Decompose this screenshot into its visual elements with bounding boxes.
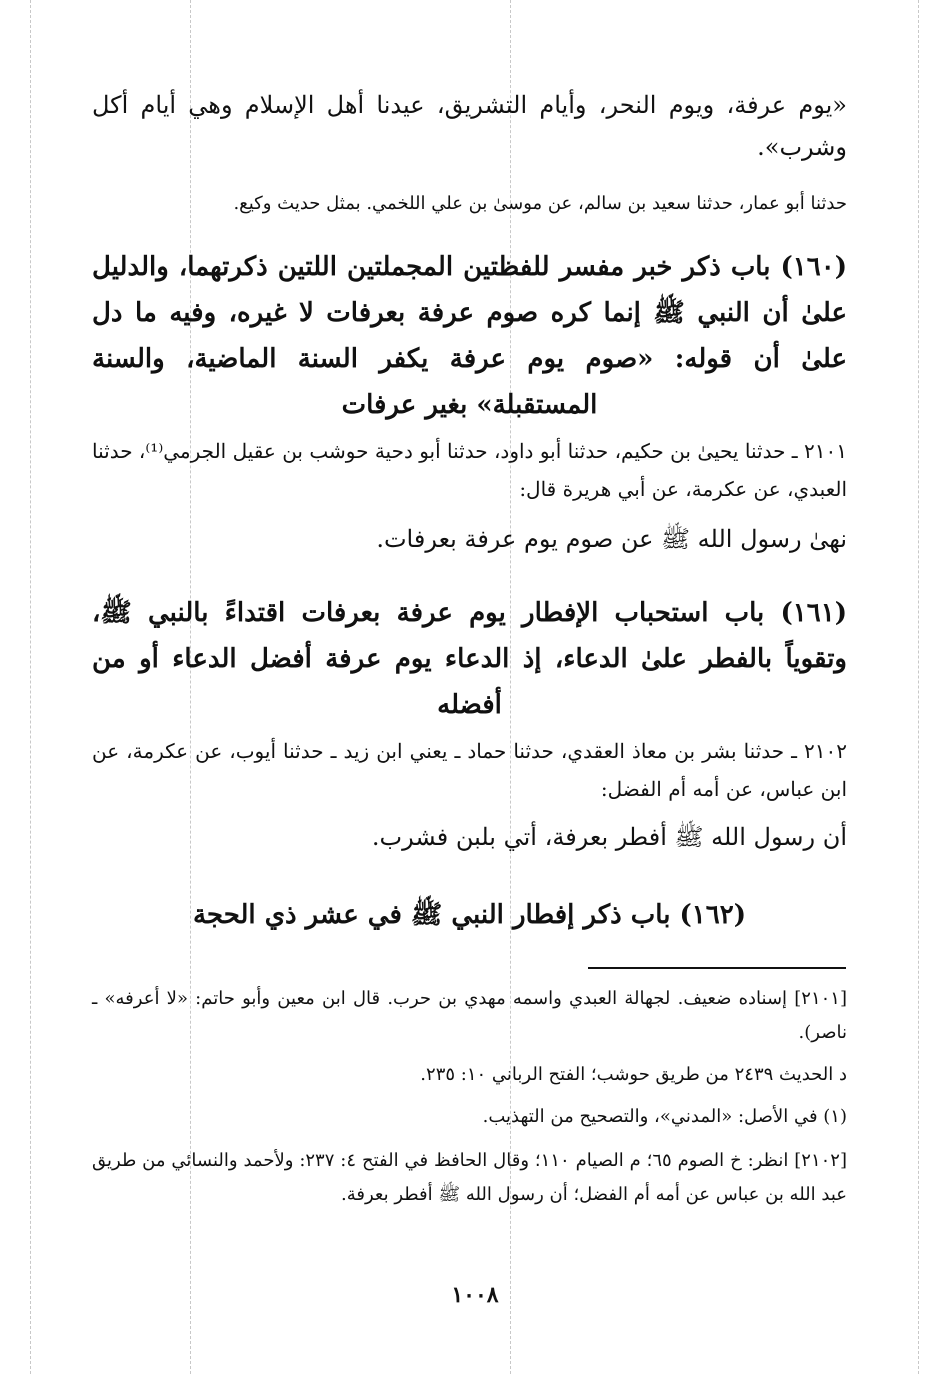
chapter-160-heading: (١٦٠) باب ذكر خبر مفسر للفظتين المجملتين اللتين ذكرتهما، والدليل علىٰ أن النبي ﷺ إنما كره صوم عرفة بعرفات لا غيره، وفيه ما دل علىٰ أن قوله: «صوم يوم عرفة يكفر السنة الماضية، والسنة المستقبلة» بغير عرفات	[92, 252, 847, 420]
chapter-162-heading: (١٦٢) باب ذكر إفطار النبي ﷺ في عشر ذي الحجة	[192, 900, 747, 930]
margin-guide-right	[918, 0, 919, 1374]
page-number: ١٠٠٨	[451, 1282, 499, 1308]
margin-guide-left	[30, 0, 31, 1374]
footnote-2101-ref: د الحديث ٢٤٣٩ من طريق حوشب؛ الفتح الرباني ١٠: ٢٣٥.	[420, 1064, 847, 1085]
hadith-2102-matn: أن رسول الله ﷺ أفطر بعرفة، أتي بلبن فشرب.	[371, 823, 847, 851]
footnote-2102: [٢١٠٢] انظر: خ الصوم ٦٥؛ م الصيام ١١٠؛ وقال الحافظ في الفتح ٤: ٢٣٧: ولأحمد والنسائي من طريق عبد الله بن عباس عن أمه أم الفضل؛ أن رسول الله ﷺ أفطر بعرفة.	[92, 1150, 847, 1205]
hadith-2102-isnad: ٢١٠٢ ـ حدثنا بشر بن معاذ العقدي، حدثنا حماد ـ يعني ابن زيد ـ حدثنا أيوب، عن عكرمة، عن ابن عباس، عن أمه أم الفضل:	[92, 739, 847, 801]
chapter-161-heading: (١٦١) باب استحباب الإفطار يوم عرفة بعرفات اقتداءً بالنبي ﷺ، وتقوياً بالفطر علىٰ الدعاء، إذ الدعاء يوم عرفة أفضل الدعاء أو من أفضله	[92, 598, 847, 720]
hadith-2101-isnad: ٢١٠١ ـ حدثنا يحيىٰ بن حكيم، حدثنا أبو داود، حدثنا أبو دحية حوشب بن عقيل الجرمي⁽¹⁾، حدثنا العبدي، عن عكرمة، عن أبي هريرة قال:	[92, 439, 847, 501]
hadith-2101-matn: نهىٰ رسول الله ﷺ عن صوم يوم عرفة بعرفات.	[376, 525, 847, 553]
footnote-separator	[588, 967, 846, 969]
hadith-2100-text: «يوم عرفة، ويوم النحر، وأيام التشريق، عيدنا أهل الإسلام وهي أيام أكل وشرب».	[92, 91, 847, 161]
footnote-1: (١) في الأصل: «المدني»، والتصحيح من التهذيب.	[482, 1106, 847, 1127]
footnote-2101: [٢١٠١] إسناده ضعيف. لجهالة العبدي واسمه مهدي بن حرب. قال ابن معين وأبو حاتم: «لا أعرفه» ـ ناصر).	[92, 988, 847, 1043]
isnad-note: حدثنا أبو عمار، حدثنا سعيد بن سالم، عن موسىٰ بن علي اللخمي. بمثل حديث وكيع.	[233, 193, 847, 214]
